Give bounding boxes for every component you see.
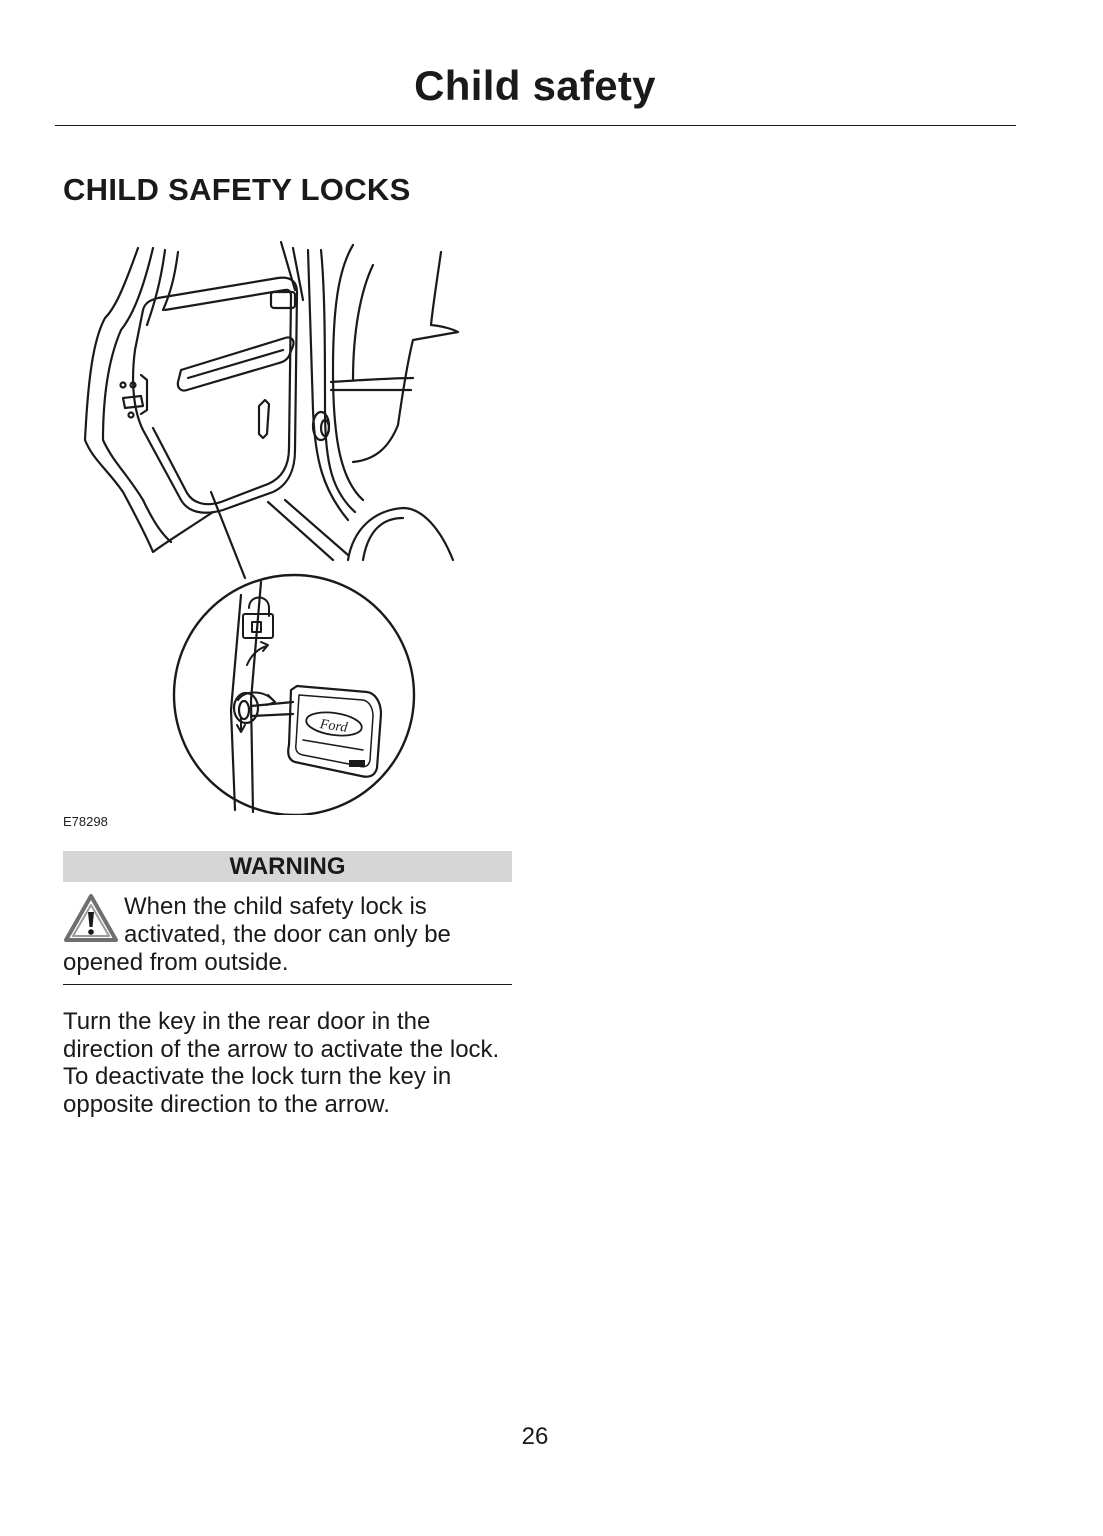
warning-label: WARNING (229, 853, 346, 880)
warning-bar (63, 851, 512, 882)
page-number: 26 (521, 1423, 549, 1450)
warning-indent (63, 893, 124, 945)
title-divider (55, 125, 1016, 126)
section-heading: CHILD SAFETY LOCKS (63, 172, 411, 207)
warning-message (63, 893, 515, 977)
key-icon (251, 686, 381, 777)
warning-divider (63, 984, 512, 985)
warning-text: When the child safety lock is activated, the door can only be opened from outside. (63, 893, 451, 976)
child-lock-illustration (63, 230, 463, 815)
instruction-paragraph: Turn the key in the rear door in the direction of the arrow to activate the lock. To deactivate the lock turn the key in opposite direction to the arrow. (63, 1008, 500, 1118)
door-panel (133, 278, 297, 513)
figure-id: E78298 (63, 814, 108, 829)
zoom-detail-circle (174, 575, 414, 815)
key-logo: Ford (318, 717, 349, 736)
page-title: Child safety (414, 62, 656, 109)
